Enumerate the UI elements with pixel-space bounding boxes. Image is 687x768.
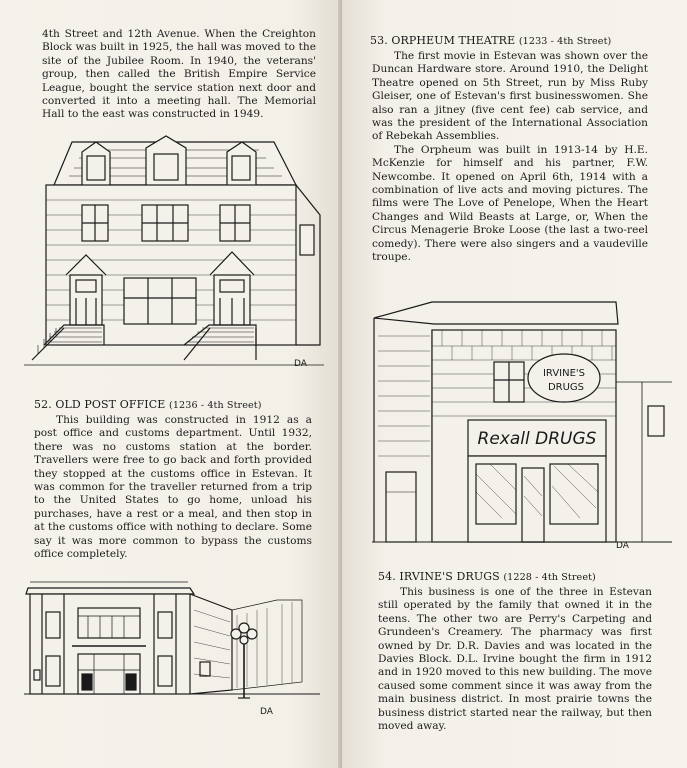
veterans-hall-illustration: [24, 130, 324, 375]
section-52-heading: [34, 398, 262, 411]
veterans-hall-drawing: [24, 130, 324, 375]
section-52-address: (1236 - 4th Street): [169, 400, 262, 411]
artist-signature: DA: [294, 359, 307, 369]
section-53-paragraph-1: The first movie in Estevan was shown over the Duncan Hardware store. Around 1910, the Delight Theatre opened on 5th Street, run by Miss Ruby Gleiser, one of Estevan's first businesswomen. She also ran a jitney (five cent fee) cab service, and was the president of the International Association of Rebekah Assemblies.: [372, 50, 648, 143]
section-54-heading: [378, 570, 596, 583]
irvines-drugs-illustration: [372, 296, 672, 552]
section-52-title: 52. OLD POST OFFICE: [34, 398, 166, 411]
section-54-paragraph: This business is one of the three in Estevan still operated by the family that owned it in the teens. The other two are Perry's Carpeting and Grundeen's Creamery. The pharmacy was first owned by Dr. D.R. Davies and was located in the Davies Block. D.L. Irvine bought the firm in 1912 and in 1920 moved to this new building. The move caused some comment since it was away from the main business district. In most prairie towns the business district started near the railway, but then moved away.: [378, 586, 652, 733]
section-54-body: [378, 586, 652, 733]
small-sign-line2: DRUGS: [547, 382, 585, 393]
right-page: [342, 0, 687, 768]
section-53-paragraph-2: The Orpheum was built in 1913-14 by H.E. McKenzie for himself and his partner, F.W. Newcombe. It opened on April 6th, 1914 with a combination of live acts and moving pictures. The films were The Love of Penelope, When the Heart Changes and Wild Beasts at Large, or, When the Circus Menagerie Broke Loose (the last a two-reel comedy). There were also singers and a vaudeville troupe.: [372, 143, 648, 264]
section-54-address: (1228 - 4th Street): [503, 572, 596, 583]
left-page: [0, 0, 342, 768]
section-53-heading: [370, 34, 611, 47]
intro-text: 4th Street and 12th Avenue. When the Creighton Block was built in 1925, the hall was moved to the site of the Jubilee Room. In 1940, the veterans' group, then called the British Empire Service League, bought the service station next door and converted it into a meeting hall. The Memorial Hall to the east was constructed in 1949.: [42, 28, 316, 121]
old-post-office-drawing: [22, 570, 322, 720]
rexall-drugs-sign: Rexall DRUGS: [477, 429, 597, 449]
section-52-body: [34, 414, 312, 561]
small-sign-line1: IRVINE'S: [542, 368, 586, 379]
artist-signature: DA: [616, 541, 629, 551]
section-53-body: [372, 50, 648, 265]
section-53-address: (1233 - 4th Street): [518, 36, 612, 47]
section-54-title: 54. IRVINE'S DRUGS: [378, 570, 500, 583]
section-53-title: 53. ORPHEUM THEATRE: [370, 34, 516, 47]
artist-signature: DA: [260, 707, 273, 717]
intro-paragraph: [42, 28, 316, 122]
irvines-drugs-drawing: [372, 296, 672, 552]
section-52-paragraph: This building was constructed in 1912 as a post office and customs department. Until 1932, there was no customs station at the border. Travellers were free to go back and forth provided they stopped at the customs office in Estevan. It was common for the traveller returned from a trip to the United States to go home, unload his purchases, have a rest or a meal, and then stop in at the customs office with nothing to declare. Some say it was more common to bypass the customs office completely.: [34, 414, 312, 561]
old-post-office-illustration: [22, 570, 322, 720]
